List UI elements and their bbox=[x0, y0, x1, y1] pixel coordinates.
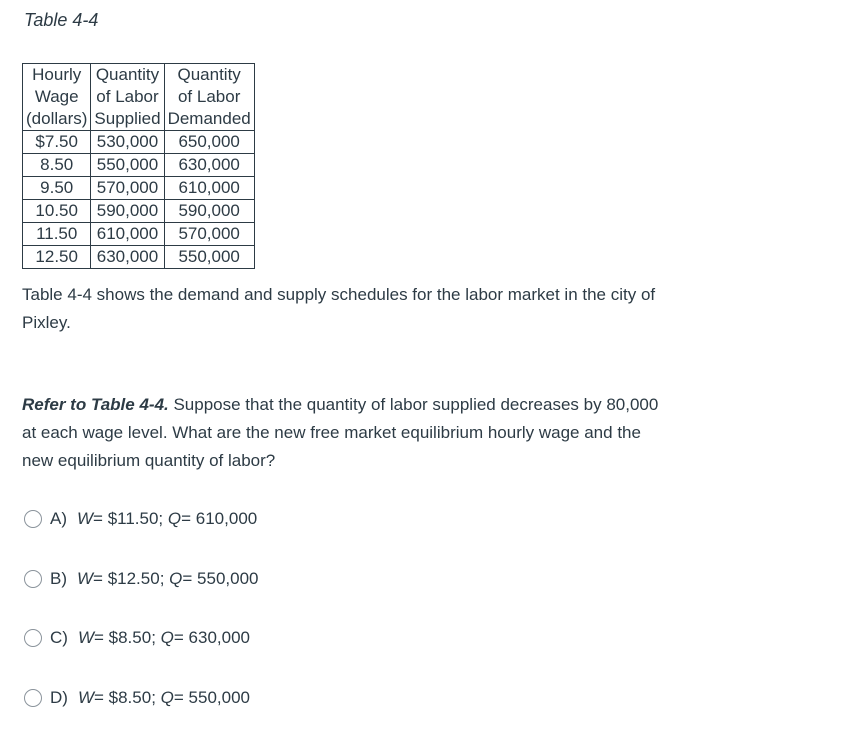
option-letter: C) bbox=[50, 628, 68, 647]
quantity-variable: Q bbox=[160, 628, 174, 647]
cell-supplied: 590,000 bbox=[91, 200, 164, 223]
wage-value: = $11.50; bbox=[93, 509, 164, 528]
header-supplied bbox=[91, 64, 164, 131]
cell-supplied: 610,000 bbox=[91, 223, 164, 246]
table-row bbox=[23, 131, 255, 154]
answer-option-d[interactable] bbox=[24, 688, 250, 708]
cell-demanded: 570,000 bbox=[164, 223, 254, 246]
cell-supplied: 550,000 bbox=[91, 154, 164, 177]
cell-wage: $7.50 bbox=[23, 131, 91, 154]
quantity-value: = 550,000 bbox=[173, 688, 250, 707]
header-demanded bbox=[164, 64, 254, 131]
question-line: new equilibrium quantity of labor? bbox=[22, 451, 276, 470]
table-row bbox=[23, 246, 255, 269]
wage-value: = $8.50; bbox=[94, 688, 156, 707]
cell-demanded: 550,000 bbox=[164, 246, 254, 269]
cell-demanded: 610,000 bbox=[164, 177, 254, 200]
table-caption bbox=[22, 281, 782, 337]
option-letter: A) bbox=[50, 509, 67, 528]
cell-demanded: 590,000 bbox=[164, 200, 254, 223]
question-line: at each wage level. What are the new free market equilibrium hourly wage and the bbox=[22, 423, 641, 442]
quantity-variable: Q bbox=[169, 569, 183, 588]
radio-button[interactable] bbox=[24, 689, 42, 707]
radio-button[interactable] bbox=[24, 510, 42, 528]
wage-variable: W bbox=[77, 569, 94, 588]
cell-wage: 12.50 bbox=[23, 246, 91, 269]
wage-variable: W bbox=[77, 688, 94, 707]
cell-wage: 10.50 bbox=[23, 200, 91, 223]
table-row bbox=[23, 154, 255, 177]
cell-wage: 11.50 bbox=[23, 223, 91, 246]
answer-option-b[interactable] bbox=[24, 569, 259, 589]
header-line: Quantity bbox=[95, 65, 160, 84]
quantity-value: = 630,000 bbox=[173, 628, 250, 647]
header-line: Quantity bbox=[177, 65, 241, 84]
answer-option-c[interactable] bbox=[24, 628, 250, 648]
caption-line: Pixley. bbox=[22, 313, 71, 332]
labor-market-table bbox=[22, 63, 255, 269]
question-reference: Refer to Table 4-4. bbox=[22, 395, 169, 414]
cell-supplied: 570,000 bbox=[91, 177, 164, 200]
quantity-value: = 610,000 bbox=[181, 509, 258, 528]
answer-option-a[interactable] bbox=[24, 509, 257, 529]
table-row bbox=[23, 200, 255, 223]
radio-button[interactable] bbox=[24, 570, 42, 588]
table-title: Table 4-4 bbox=[24, 10, 99, 30]
cell-supplied: 630,000 bbox=[91, 246, 164, 269]
header-line: of Labor bbox=[177, 87, 241, 106]
option-letter: D) bbox=[50, 688, 68, 707]
question-text bbox=[22, 391, 782, 475]
table-header-row bbox=[23, 64, 255, 131]
question-line bbox=[22, 391, 782, 419]
wage-variable: W bbox=[77, 509, 94, 528]
header-line: of Labor bbox=[96, 87, 159, 106]
quantity-variable: Q bbox=[160, 688, 174, 707]
header-wage bbox=[23, 64, 91, 131]
header-line: Demanded bbox=[167, 109, 251, 128]
header-line: (dollars) bbox=[26, 109, 88, 128]
caption-line: Table 4-4 shows the demand and supply schedules for the labor market in the city of bbox=[22, 285, 656, 304]
option-letter: B) bbox=[50, 569, 67, 588]
header-line: Supplied bbox=[94, 109, 161, 128]
table-row bbox=[23, 177, 255, 200]
wage-value: = $12.50; bbox=[93, 569, 165, 588]
cell-wage: 9.50 bbox=[23, 177, 91, 200]
quantity-variable: Q bbox=[167, 509, 182, 528]
radio-button[interactable] bbox=[24, 629, 42, 647]
table-row bbox=[23, 223, 255, 246]
wage-value: = $8.50; bbox=[94, 628, 156, 647]
cell-demanded: 650,000 bbox=[164, 131, 254, 154]
header-line: Hourly bbox=[32, 65, 82, 84]
header-line: Wage bbox=[34, 87, 79, 106]
cell-supplied: 530,000 bbox=[91, 131, 164, 154]
cell-demanded: 630,000 bbox=[164, 154, 254, 177]
quantity-value: = 550,000 bbox=[182, 569, 259, 588]
cell-wage: 8.50 bbox=[23, 154, 91, 177]
question-line-text: Suppose that the quantity of labor supplied decreases by 80,000 bbox=[168, 395, 659, 414]
wage-variable: W bbox=[77, 628, 94, 647]
